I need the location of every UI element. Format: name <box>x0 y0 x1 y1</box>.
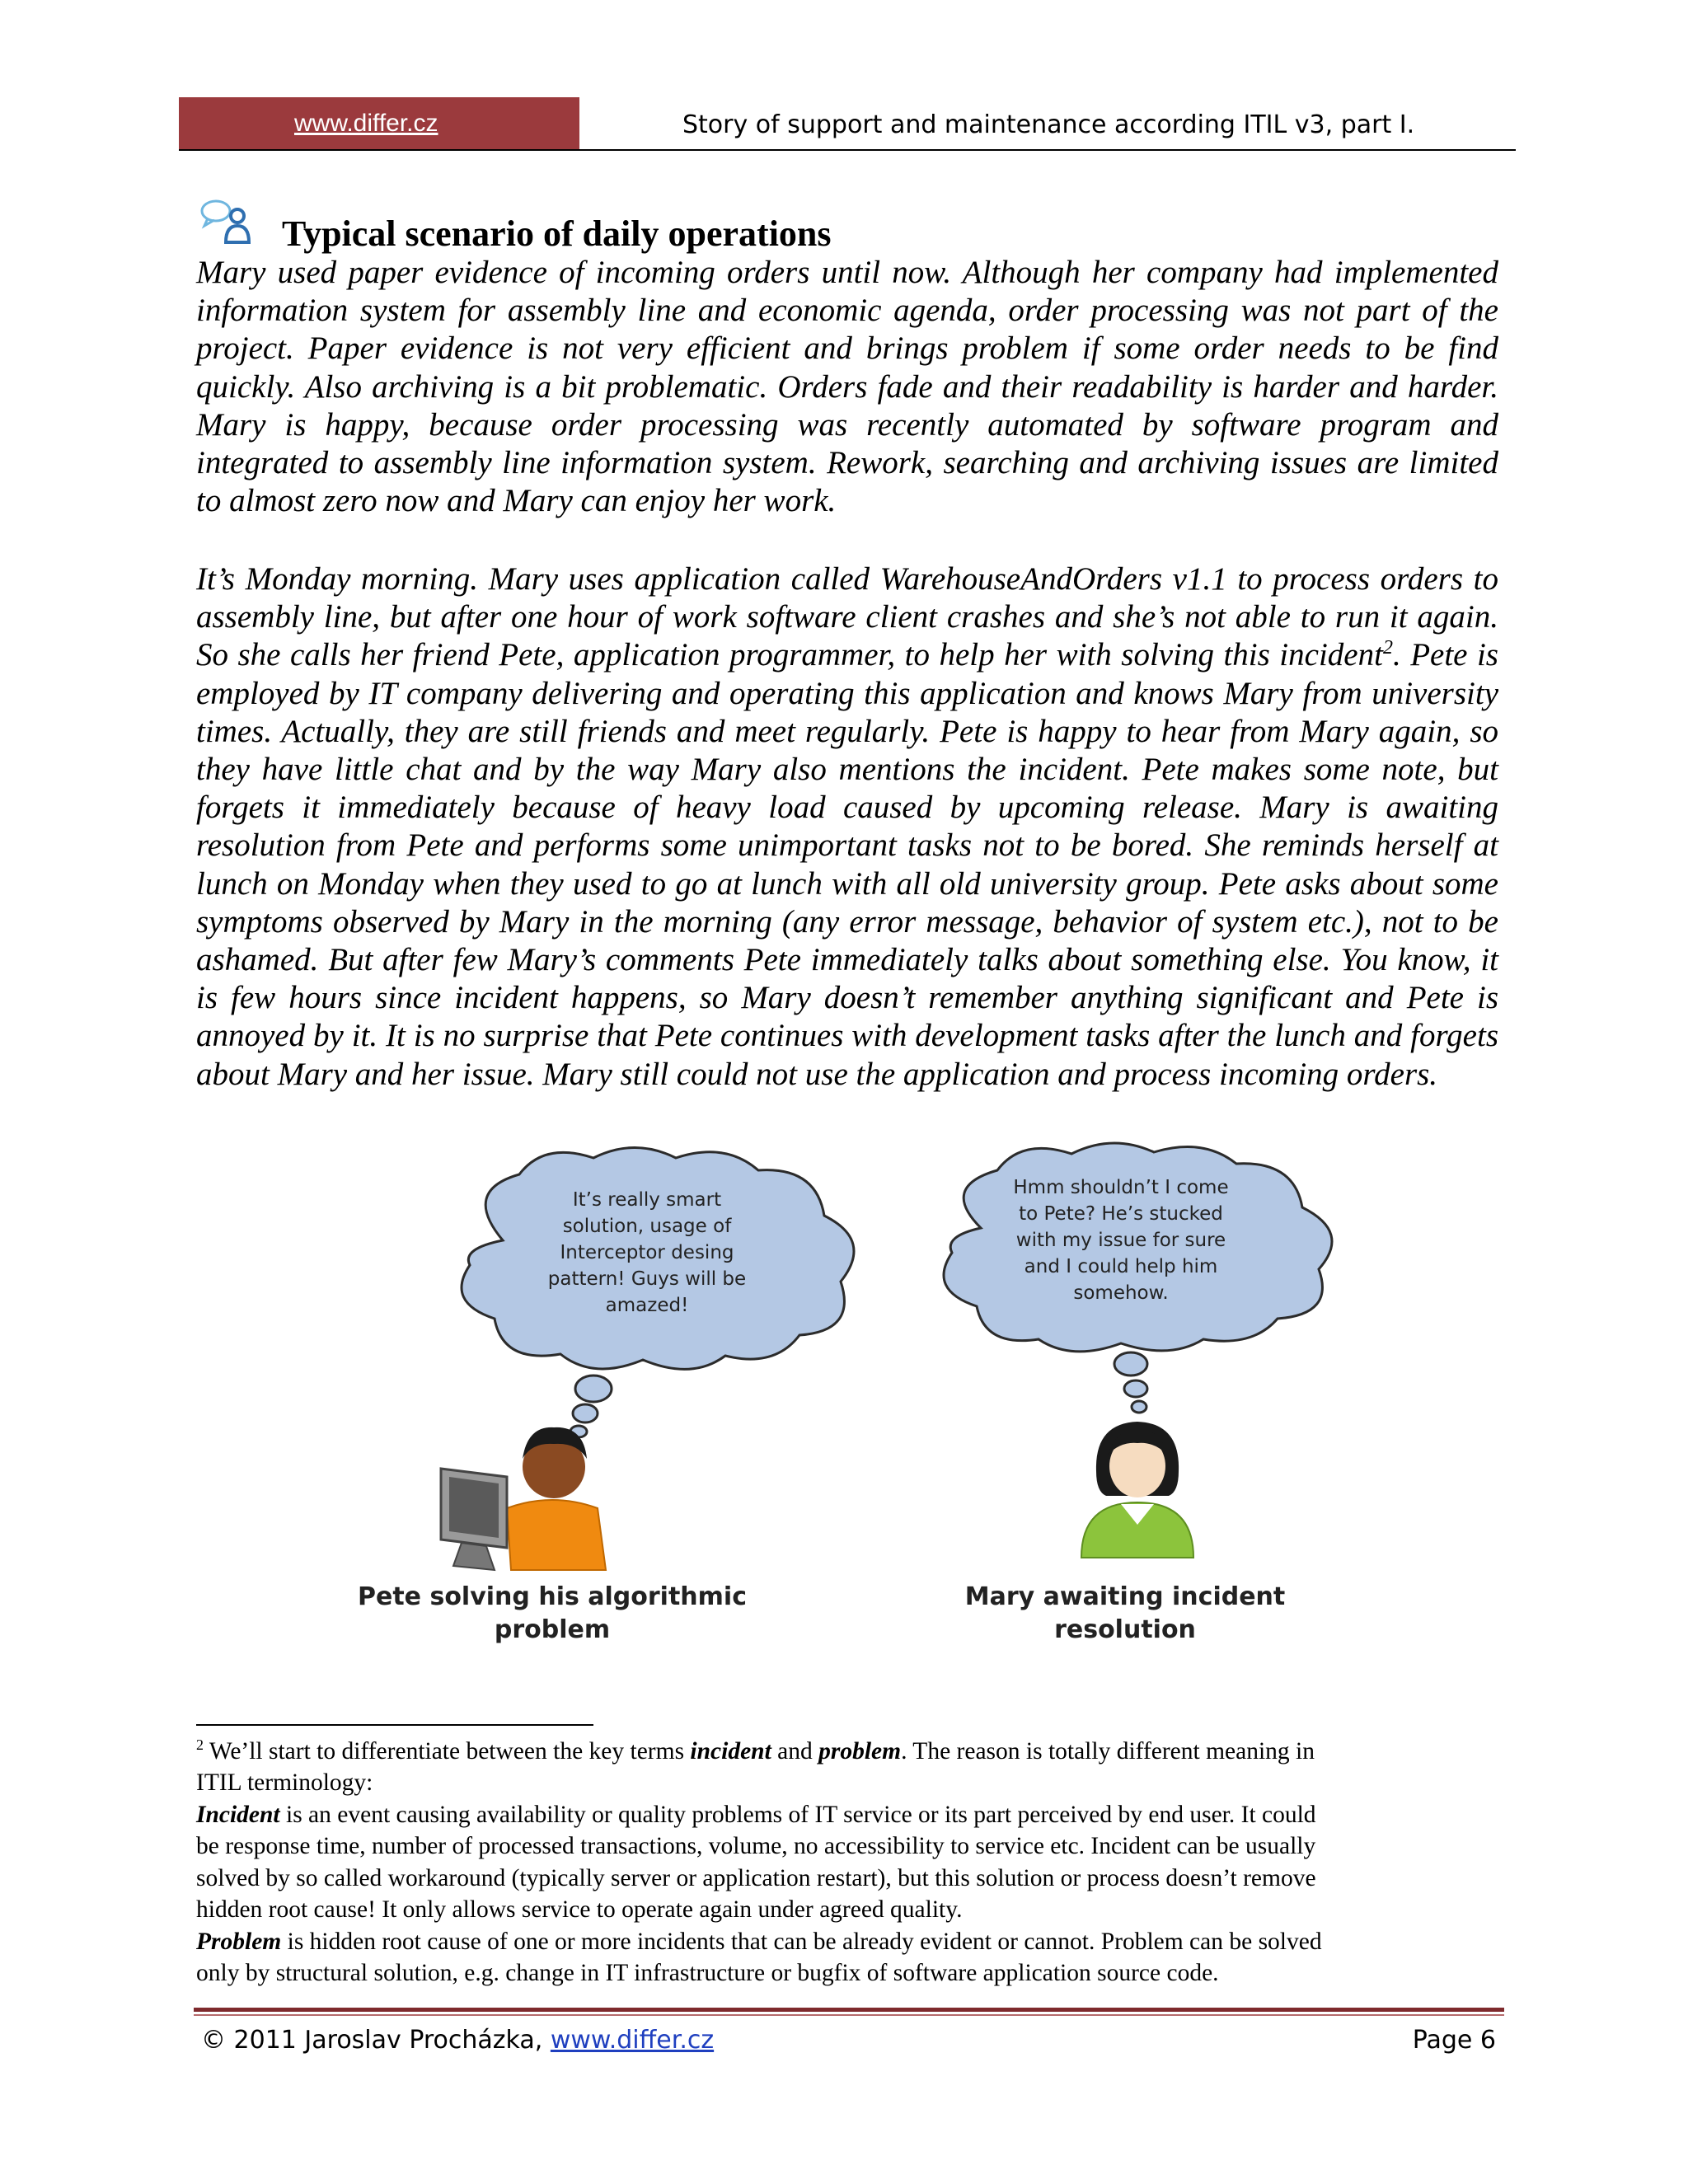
footer-site-link[interactable]: www.differ.cz <box>550 2026 715 2055</box>
footnote-text: and <box>771 1737 819 1765</box>
page-number: Page 6 <box>1412 2026 1496 2055</box>
footnote-text: is an event causing availability or quality problems of IT service or its part perceived by end user. It could <box>279 1801 1316 1828</box>
mary-thought-line: to Pete? He’s stucked <box>1019 1203 1223 1225</box>
header-document-title: Story of support and maintenance according ITIL v3, part I. <box>682 110 1415 139</box>
pete-thought-line: It’s really smart <box>572 1189 722 1211</box>
header-divider <box>179 149 1516 151</box>
header-site-link[interactable]: www.differ.cz <box>294 110 438 137</box>
footnote-number: 2 <box>196 1736 204 1753</box>
footnote-line: ITIL terminology: <box>196 1769 373 1797</box>
footnote-problem-label: Problem <box>196 1928 282 1955</box>
footnote-line: only by structural solution, e.g. change in IT infrastructure or bugfix of software application source code. <box>196 1960 1219 1987</box>
footnote-line <box>196 1799 1498 1831</box>
paragraph-scenario <box>196 560 1498 1094</box>
people-chat-icon <box>198 196 256 246</box>
pete-caption-line: problem <box>494 1615 611 1644</box>
footnote-divider <box>196 1724 593 1726</box>
footnote-text: We’ll start to differentiate between the key terms <box>204 1737 691 1765</box>
footnote-term-incident: incident <box>690 1737 771 1765</box>
footnote-term-problem: problem <box>818 1737 902 1765</box>
header-banner <box>179 97 579 149</box>
mary-caption <box>919 1581 1331 1647</box>
mary-thought-line: Hmm shouldn’t I come <box>1013 1177 1229 1198</box>
paragraph-scenario-part1: It’s Monday morning. Mary uses application called WarehouseAndOrders v1.1 to process orders to assembly line, but after one hour of work software client crashes and she’s not able to run it again. So she calls her friend Pete, application programmer, to help her with solving this incident <box>196 561 1498 673</box>
pete-thought-line: solution, usage of <box>562 1216 732 1237</box>
mary-thought-line: and I could help him <box>1024 1256 1218 1277</box>
pete-thought-text <box>511 1187 783 1319</box>
mary-thought-text <box>985 1174 1257 1306</box>
paragraph-scenario-part2: . Pete is employed by IT company delivering and operating this application and knows Mary from university times. Actually, they are still friends and meet regularly. Pete is happy to hear from Mary again, so they have little chat and by the way Mary also mentions the incident. Pete makes some note, but forgets it immediately because of heavy load caused by upcoming release. Mary is awaiting resolution from Pete and performs some unimportant tasks not to be bored. She reminds herself at lunch on Monday when they used to go at lunch with all old university group. Pete asks about some symptoms observed by Mary in the morning (any error message, behavior of system etc.), not to be ashamed. But after few Mary’s comments Pete immediately talks about something else. You know, it is few hours since incident happens, so Mary doesn’t remember anything significant and Pete is annoyed by it. It is no surprise that Pete continues with development tasks after the lunch and forgets about Mary and her issue. Mary still could not use the application and process incoming orders. <box>196 637 1498 1092</box>
footnote <box>196 1729 1498 1990</box>
pete-thought-line: pattern! Guys will be <box>547 1268 747 1290</box>
pete-thought-line: Interceptor desing <box>560 1242 734 1263</box>
footnote-line <box>196 1926 1498 1958</box>
footnote-line: be response time, number of processed transactions, volume, no accessibility to service etc. Incident can be usually <box>196 1833 1316 1860</box>
paragraph-intro: Mary used paper evidence of incoming orders until now. Although her company had implemented information system for assembly line and economic agenda, order processing was not part of the project. Paper evidence is not very efficient and brings problem if some order needs to be find quickly. Also archiving is a bit problematic. Orders fade and their readability is harder and harder. Mary is happy, because order processing was recently automated by software program and integrated to assembly line information system. Rework, searching and archiving issues are limited to almost zero now and Mary can enjoy her work. <box>196 255 1498 519</box>
mary-caption-line: resolution <box>1054 1615 1196 1644</box>
mary-thought-line: somehow. <box>1073 1282 1169 1304</box>
footnote-text: is hidden root cause of one or more incidents that can be already evident or cannot. Problem can be solved <box>281 1928 1322 1955</box>
mary-caption-line: Mary awaiting incident <box>964 1582 1286 1611</box>
pete-thought-line: amazed! <box>605 1295 689 1316</box>
footnote-reference[interactable]: 2 <box>1382 637 1393 659</box>
pete-caption-line: Pete solving his algorithmic <box>358 1582 747 1611</box>
pete-caption <box>346 1581 758 1647</box>
pete-avatar-icon <box>429 1401 626 1574</box>
footnote-line: hidden root cause! It only allows service to operate again under agreed quality. <box>196 1896 963 1924</box>
footer-divider <box>194 2008 1504 2012</box>
footnote-line: solved by so called workaround (typically server or application restart), but this solution or process doesn’t remove <box>196 1864 1316 1891</box>
footnote-text: . The reason is totally different meaning in <box>901 1737 1315 1765</box>
footer-divider-thin <box>194 2014 1504 2016</box>
mary-thought-line: with my issue for sure <box>1015 1230 1226 1251</box>
footer-copyright-text: © 2011 Jaroslav Procházka, <box>201 2026 551 2055</box>
footnote-line <box>196 1729 1498 1767</box>
footer-copyright <box>201 2026 714 2055</box>
footnote-incident-label: Incident <box>196 1801 280 1828</box>
mary-avatar-icon <box>1071 1413 1203 1562</box>
section-title: Typical scenario of daily operations <box>282 213 832 254</box>
